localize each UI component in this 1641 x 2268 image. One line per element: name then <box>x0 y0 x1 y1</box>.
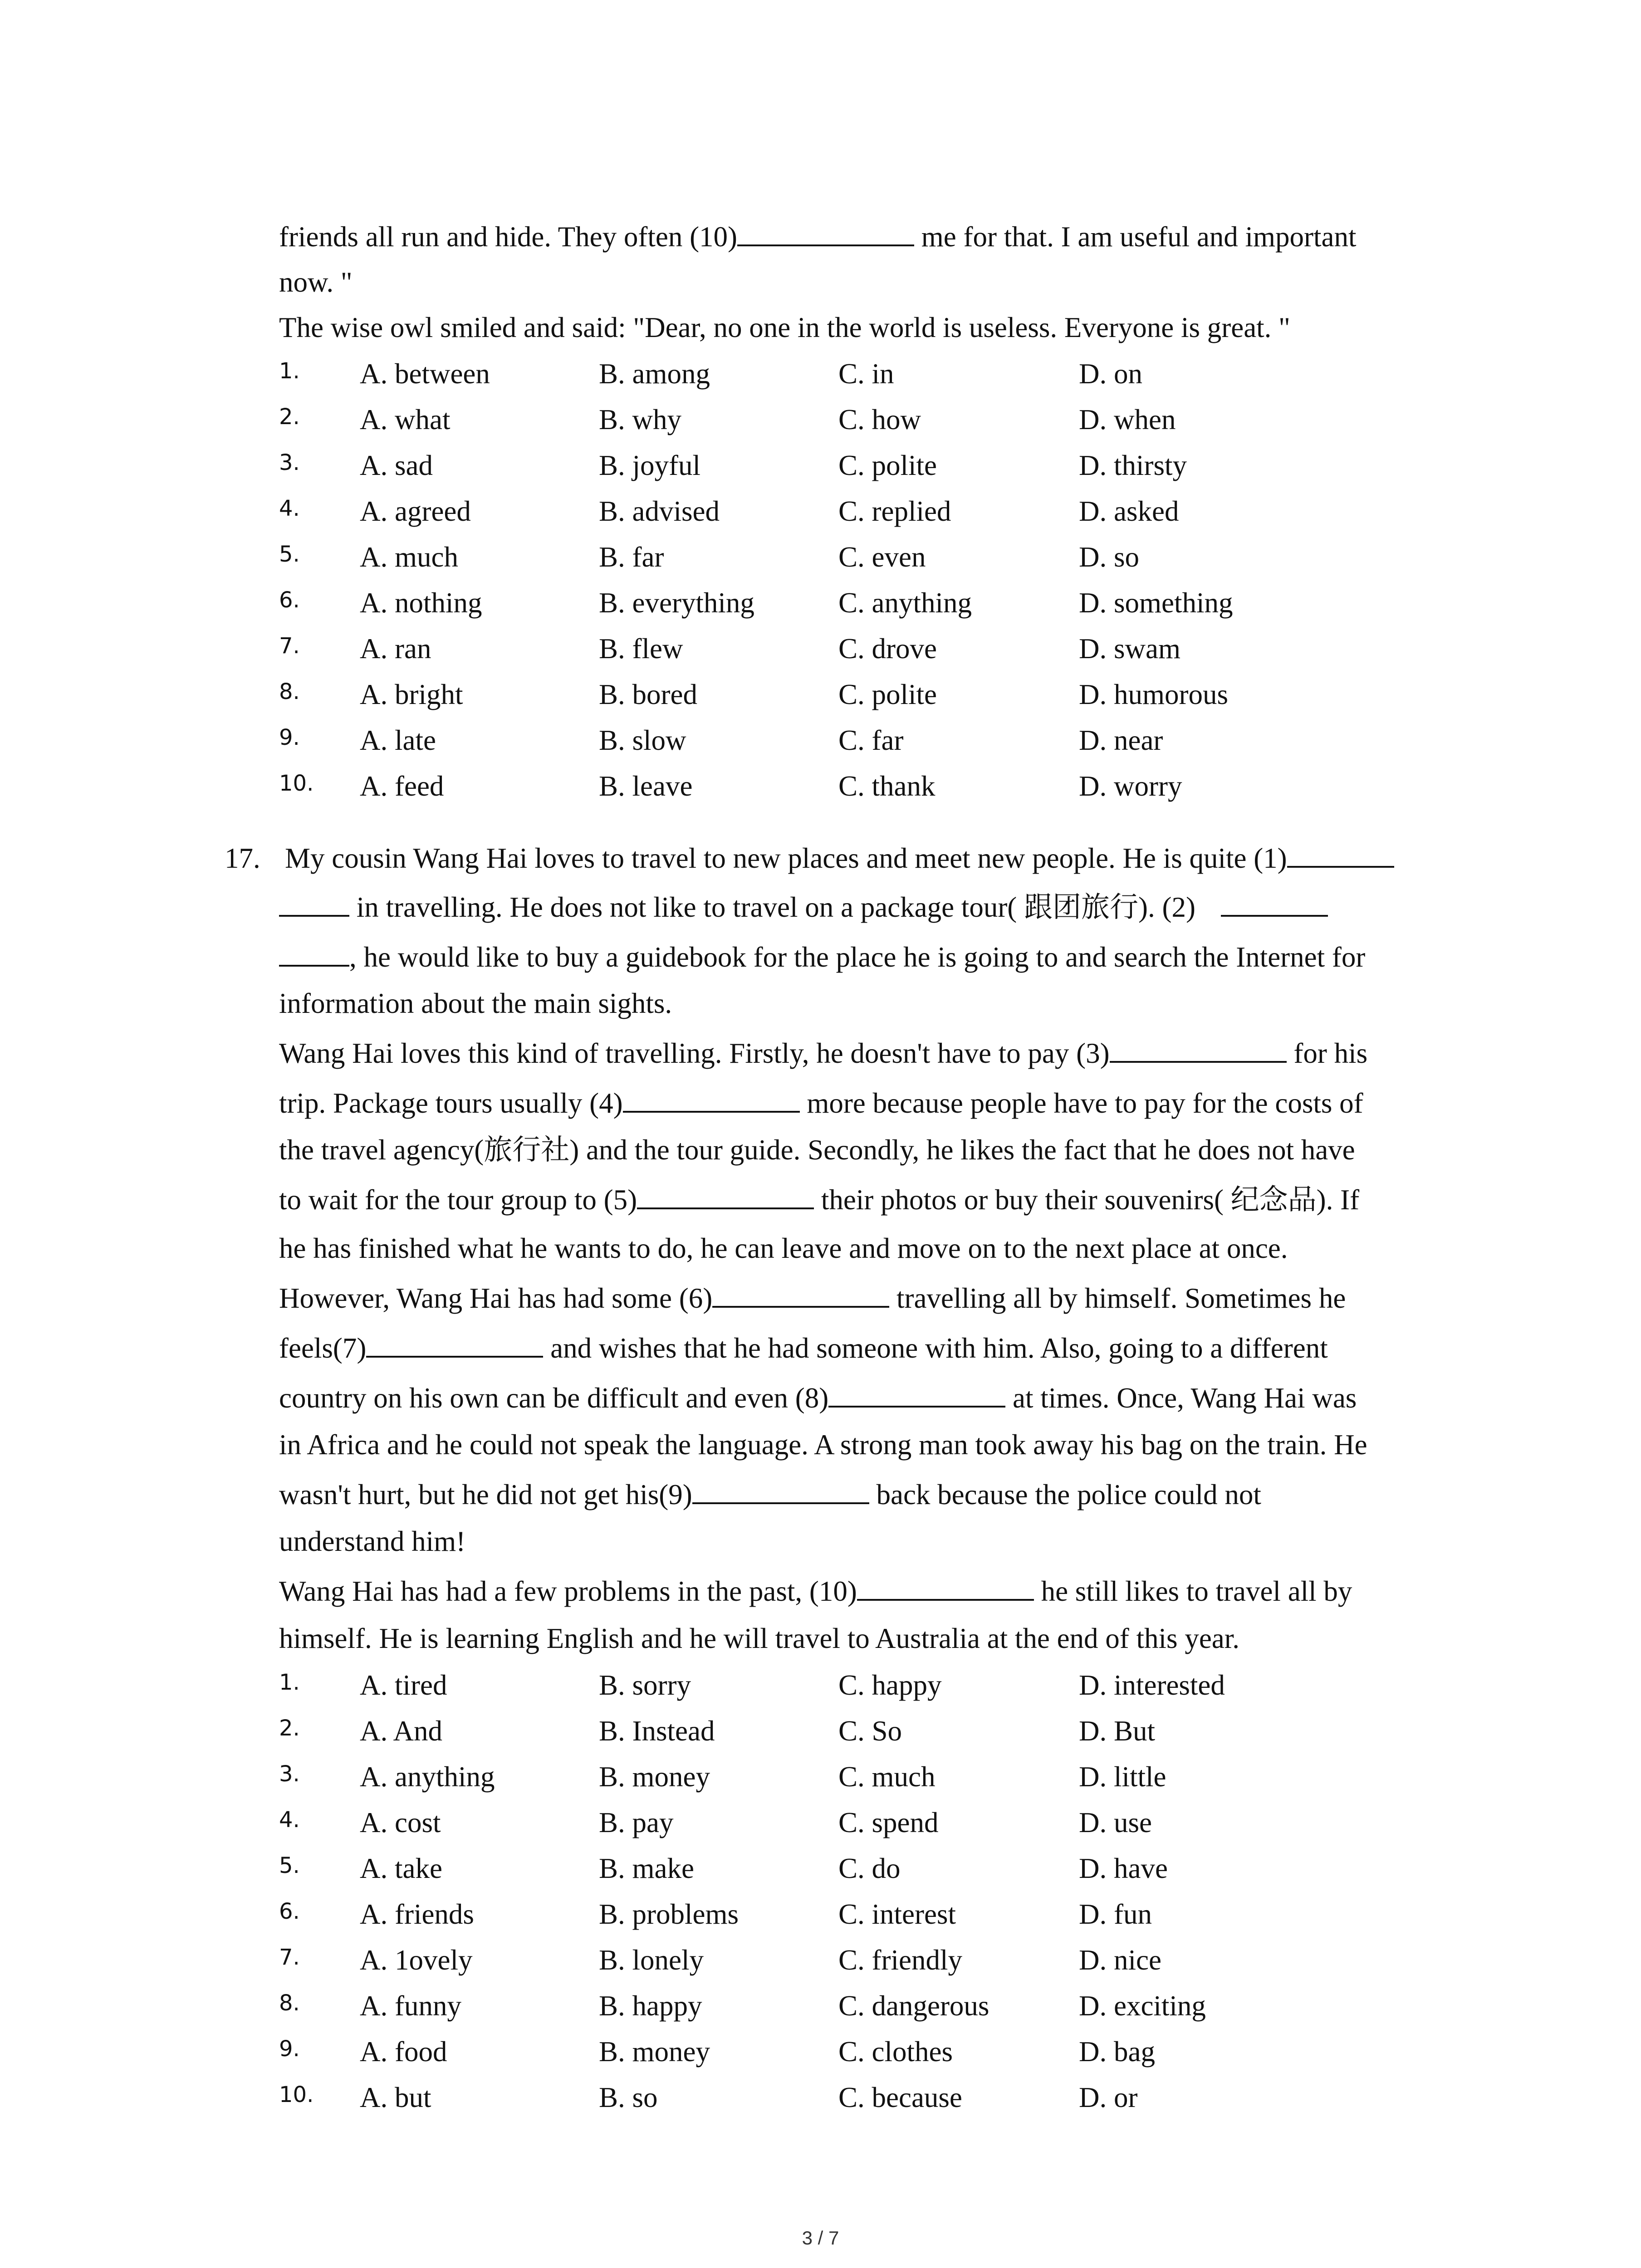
answer-blank <box>637 1182 814 1209</box>
option-number: 3. <box>279 1761 300 1787</box>
option-a: A. food <box>360 2036 447 2068</box>
option-c: C. dangerous <box>838 1990 989 2022</box>
option-b: B. flew <box>599 633 683 665</box>
option-c: C. happy <box>838 1669 942 1701</box>
answer-blank <box>279 890 349 917</box>
option-d: D. or <box>1079 2082 1138 2113</box>
passage-line: Wang Hai has had a few problems in the past, (10) he still likes to travel all by <box>279 1573 1352 1609</box>
option-a: A. anything <box>360 1761 495 1793</box>
option-d: D. when <box>1079 404 1176 435</box>
option-c: C. because <box>838 2082 962 2113</box>
option-number: 10. <box>279 2082 314 2107</box>
option-b: B. advised <box>599 495 720 527</box>
option-d: D. swam <box>1079 633 1181 665</box>
answer-blank <box>828 1380 1005 1408</box>
option-d: D. thirsty <box>1079 450 1187 481</box>
passage-line: country on his own can be difficult and even (8) at times. Once, Wang Hai was <box>279 1380 1357 1416</box>
passage-line: understand him! <box>279 1525 466 1557</box>
option-number: 2. <box>279 404 300 430</box>
option-a: A. cost <box>360 1807 441 1838</box>
option-c: C. polite <box>838 450 937 481</box>
passage-line: he has finished what he wants to do, he can leave and move on to the next place at once. <box>279 1232 1288 1264</box>
option-number: 6. <box>279 1899 300 1924</box>
option-a: A. tired <box>360 1669 447 1701</box>
option-c: C. interest <box>838 1898 956 1930</box>
option-number: 9. <box>279 725 300 750</box>
option-number: 9. <box>279 2036 300 2062</box>
passage-line: now. " <box>279 266 353 298</box>
option-b: B. money <box>599 2036 710 2068</box>
option-d: D. exciting <box>1079 1990 1206 2022</box>
option-b: B. happy <box>599 1990 702 2022</box>
option-c: C. polite <box>838 679 937 710</box>
passage-line: Wang Hai loves this kind of travelling. Firstly, he doesn't have to pay (3) for his <box>279 1035 1367 1071</box>
option-c: C. friendly <box>838 1944 962 1976</box>
option-b: B. bored <box>599 679 697 710</box>
option-d: D. asked <box>1079 495 1179 527</box>
answer-blank <box>737 219 914 246</box>
passage-line: to wait for the tour group to (5) their photos or buy their souvenirs( 纪念品). If <box>279 1182 1359 1218</box>
answer-blank <box>857 1574 1034 1601</box>
option-a: A. ran <box>360 633 431 665</box>
option-a: A. nothing <box>360 587 482 619</box>
option-d: D. humorous <box>1079 679 1228 710</box>
option-d: D. near <box>1079 724 1163 756</box>
answer-blank <box>1287 841 1394 868</box>
option-b: B. slow <box>599 724 686 756</box>
answer-blank <box>1110 1036 1287 1063</box>
option-c: C. clothes <box>838 2036 953 2068</box>
option-c: C. do <box>838 1853 901 1884</box>
option-d: D. have <box>1079 1853 1168 1884</box>
option-number: 8. <box>279 1990 300 2016</box>
option-b: B. among <box>599 358 710 390</box>
option-a: A. feed <box>360 770 444 802</box>
passage-line: However, Wang Hai has had some (6) travelling all by himself. Sometimes he <box>279 1280 1346 1316</box>
option-c: C. spend <box>838 1807 939 1838</box>
option-a: A. sad <box>360 450 433 481</box>
option-number: 6. <box>279 587 300 613</box>
passage-line: My cousin Wang Hai loves to travel to new places and meet new people. He is quite (1) <box>285 840 1394 876</box>
option-number: 4. <box>279 496 300 521</box>
option-d: D. fun <box>1079 1898 1152 1930</box>
answer-blank <box>1221 890 1328 917</box>
option-c: C. replied <box>838 495 951 527</box>
passage-line: in travelling. He does not like to travel on a package tour( 跟团旅行). (2) <box>279 889 1328 925</box>
option-b: B. joyful <box>599 450 701 481</box>
option-number: 2. <box>279 1716 300 1741</box>
option-c: C. far <box>838 724 904 756</box>
passage-line: friends all run and hide. They often (10) me for that. I am useful and important <box>279 219 1357 255</box>
option-b: B. sorry <box>599 1669 691 1701</box>
option-c: C. drove <box>838 633 937 665</box>
answer-blank <box>366 1330 543 1358</box>
option-number: 7. <box>279 633 300 659</box>
option-a: A. late <box>360 724 436 756</box>
option-d: D. interested <box>1079 1669 1225 1701</box>
option-b: B. so <box>599 2082 658 2113</box>
option-a: A. agreed <box>360 495 471 527</box>
option-b: B. far <box>599 541 664 573</box>
option-number: 10. <box>279 771 314 796</box>
question-number: 17. <box>225 842 260 874</box>
option-a: A. 1ovely <box>360 1944 473 1976</box>
option-number: 3. <box>279 450 300 475</box>
passage-line: trip. Package tours usually (4) more because people have to pay for the costs of <box>279 1085 1363 1121</box>
option-c: C. how <box>838 404 921 435</box>
option-d: D. so <box>1079 541 1140 573</box>
option-a: A. And <box>360 1715 443 1747</box>
option-a: A. friends <box>360 1898 474 1930</box>
option-number: 5. <box>279 1853 300 1878</box>
option-a: A. funny <box>360 1990 461 2022</box>
answer-blank <box>692 1477 869 1504</box>
answer-blank <box>623 1085 800 1113</box>
passage-line: in Africa and he could not speak the language. A strong man took away his bag on the train. He <box>279 1429 1367 1461</box>
option-d: D. something <box>1079 587 1233 619</box>
passage-line: The wise owl smiled and said: "Dear, no one in the world is useless. Everyone is great. " <box>279 312 1290 343</box>
option-c: C. in <box>838 358 894 390</box>
option-number: 5. <box>279 542 300 567</box>
option-b: B. leave <box>599 770 693 802</box>
option-a: A. between <box>360 358 490 390</box>
option-d: D. on <box>1079 358 1142 390</box>
passage-line: , he would like to buy a guidebook for the place he is going to and search the Internet for <box>279 939 1365 975</box>
option-c: C. So <box>838 1715 902 1747</box>
page-number: 3 / 7 <box>802 2227 839 2248</box>
option-d: D. bag <box>1079 2036 1155 2068</box>
option-b: B. everything <box>599 587 754 619</box>
option-d: D. worry <box>1079 770 1182 802</box>
option-d: D. little <box>1079 1761 1166 1793</box>
option-b: B. money <box>599 1761 710 1793</box>
option-a: A. much <box>360 541 458 573</box>
option-number: 1. <box>279 358 300 384</box>
option-b: B. make <box>599 1853 694 1884</box>
option-c: C. thank <box>838 770 936 802</box>
answer-blank <box>712 1281 889 1308</box>
option-number: 7. <box>279 1945 300 1970</box>
option-number: 8. <box>279 679 300 704</box>
passage-line: himself. He is learning English and he will travel to Australia at the end of this year. <box>279 1623 1239 1654</box>
option-d: D. use <box>1079 1807 1152 1838</box>
option-b: B. problems <box>599 1898 739 1930</box>
option-number: 4. <box>279 1807 300 1833</box>
option-d: D. nice <box>1079 1944 1161 1976</box>
option-a: A. but <box>360 2082 431 2113</box>
passage-line: information about the main sights. <box>279 987 672 1019</box>
passage-line: feels(7) and wishes that he had someone with him. Also, going to a different <box>279 1330 1328 1366</box>
option-c: C. much <box>838 1761 936 1793</box>
option-b: B. why <box>599 404 682 435</box>
option-b: B. pay <box>599 1807 674 1838</box>
option-b: B. Instead <box>599 1715 715 1747</box>
option-d: D. But <box>1079 1715 1156 1747</box>
option-a: A. bright <box>360 679 463 710</box>
passage-line: the travel agency(旅行社) and the tour guide. Secondly, he likes the fact that he does not have <box>279 1134 1355 1166</box>
answer-blank <box>279 939 349 967</box>
option-c: C. even <box>838 541 926 573</box>
option-a: A. what <box>360 404 451 435</box>
option-b: B. lonely <box>599 1944 704 1976</box>
option-c: C. anything <box>838 587 972 619</box>
passage-line: wasn't hurt, but he did not get his(9) back because the police could not <box>279 1476 1261 1513</box>
option-number: 1. <box>279 1670 300 1695</box>
option-a: A. take <box>360 1853 442 1884</box>
